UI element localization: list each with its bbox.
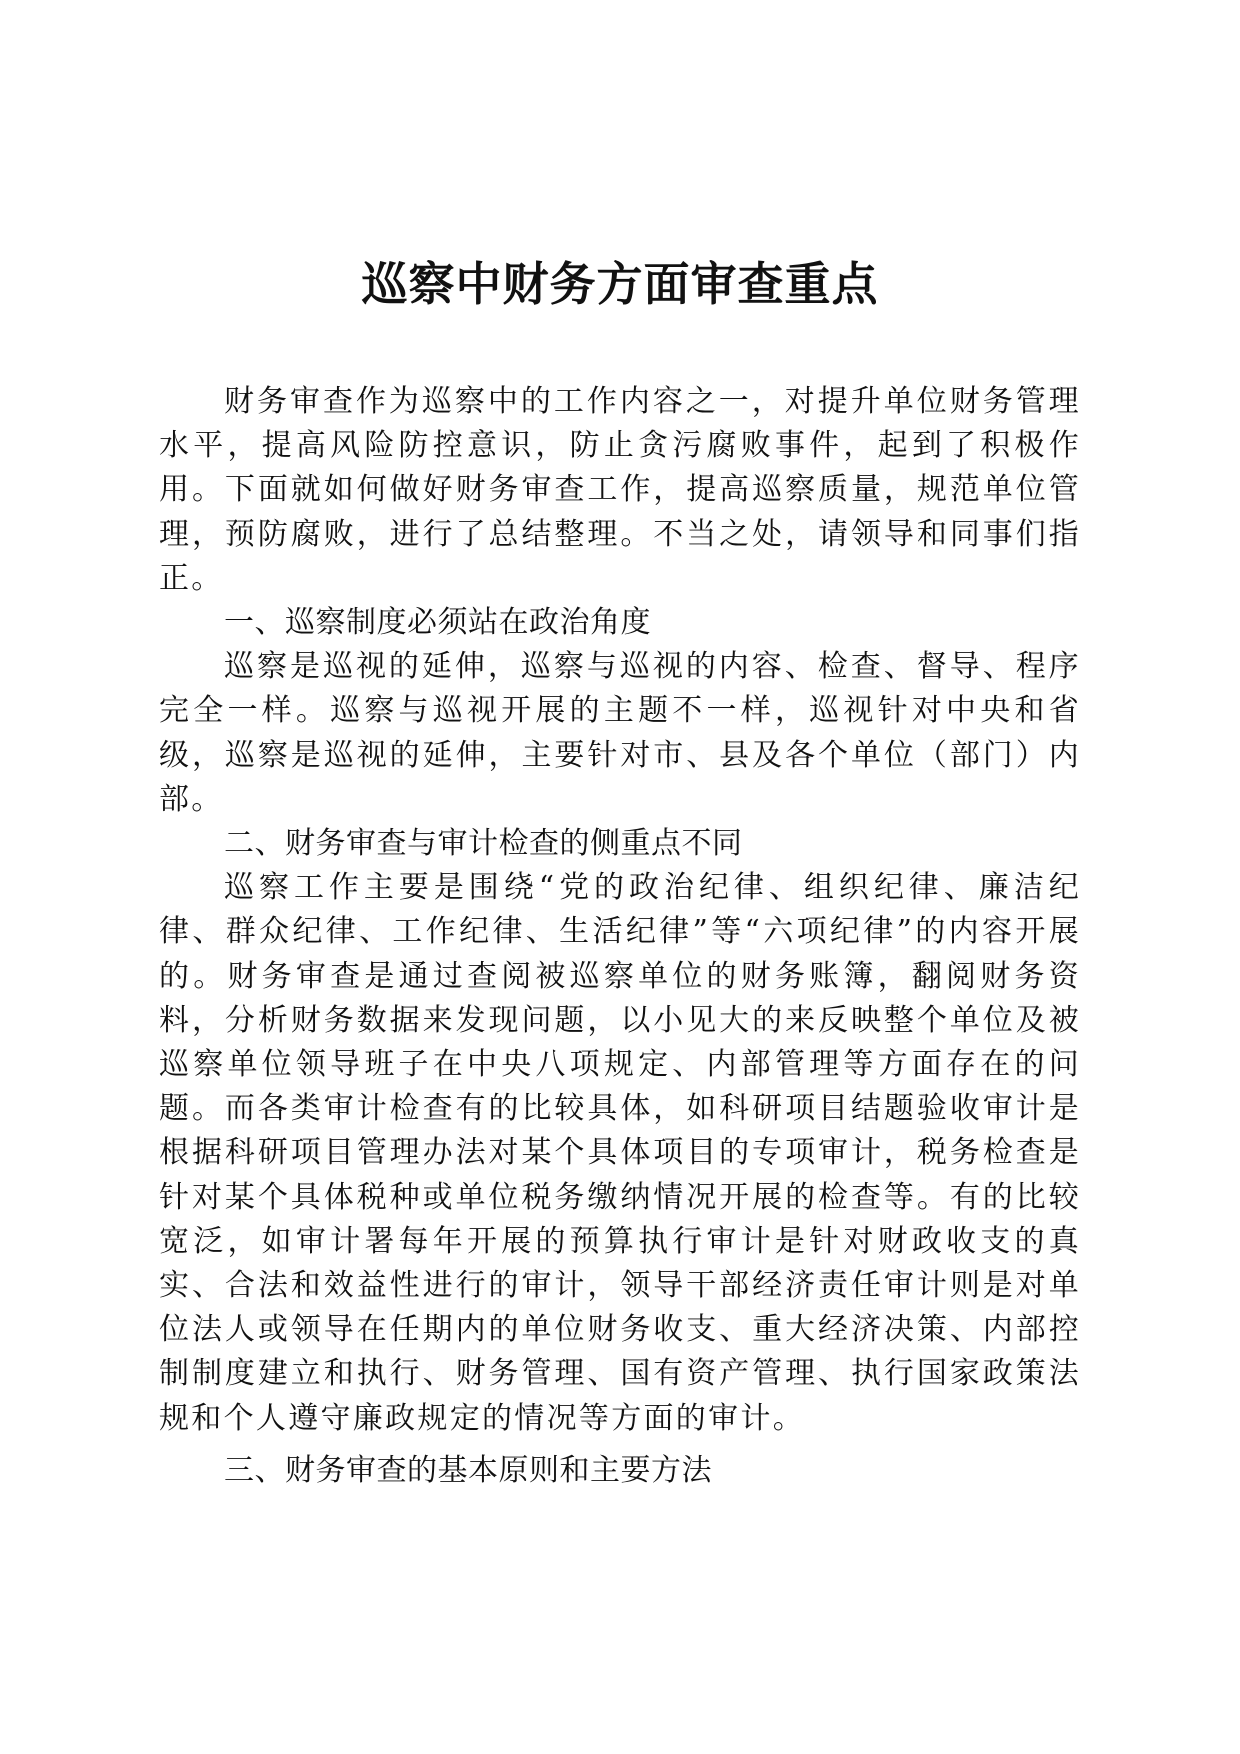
- section-2-paragraph: 巡察工作主要是围绕“党的政治纪律、组织纪律、廉洁纪律、群众纪律、工作纪律、生活纪律”等“六项纪律”的内容开展的。财务审查是通过查阅被巡察单位的财务账簿，翻阅财务资料，分析财务数据来发现问题，以小见大的来反映整个单位及被巡察单位领导班子在中央八项规定、内部管理等方面存在的问题。而各类审计检查有的比较具体，如科研项目结题验收审计是根据科研项目管理办法对某个具体项目的专项审计，税务检查是针对某个具体税种或单位税务缴纳情况开展的检查等。有的比较宽泛，如审计署每年开展的预算执行审计是针对财政收支的真实、合法和效益性进行的审计，领导干部经济责任审计则是对单位法人或领导在任期内的单位财务收支、重大经济决策、内部控制制度建立和执行、财务管理、国有资产管理、执行国家政策法规和个人遵守廉政规定的情况等方面的审计。: [159, 870, 1081, 1436]
- document-body: [159, 380, 1081, 1493]
- section-1-heading: 一、巡察制度必须站在政治角度: [224, 605, 651, 641]
- page-title: 巡察中财务方面审查重点: [361, 257, 879, 311]
- section-1-paragraph: 巡察是巡视的延伸，巡察与巡视的内容、检查、督导、程序完全一样。巡察与巡视开展的主题不一样，巡视针对中央和省级，巡察是巡视的延伸，主要针对市、县及各个单位（部门）内部。: [159, 649, 1081, 817]
- section-3-heading: 三、财务审查的基本原则和主要方法: [224, 1452, 712, 1488]
- intro-paragraph: 财务审查作为巡察中的工作内容之一，对提升单位财务管理水平，提高风险防控意识，防止贪污腐败事件，起到了积极作用。下面就如何做好财务审查工作，提高巡察质量，规范单位管理，预防腐败，进行了总结整理。不当之处，请领导和同事们指正。: [159, 384, 1081, 596]
- section-2-heading: 二、财务审查与审计检查的侧重点不同: [224, 826, 743, 862]
